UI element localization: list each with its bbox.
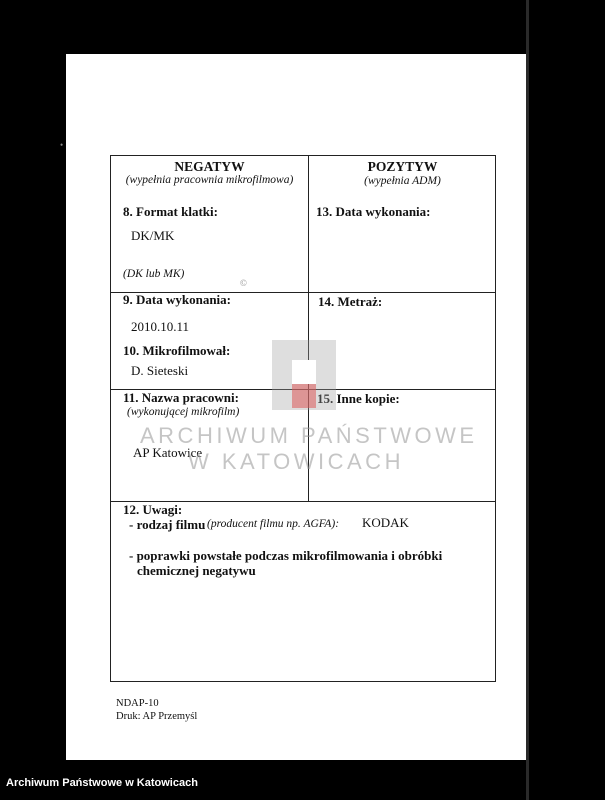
microfilmed-value: D. Sieteski: [131, 363, 189, 378]
microfilmed-label: 10. Mikrofilmował:: [123, 343, 231, 358]
corrections-line-2: chemicznej negatywu: [137, 563, 256, 578]
printer-note: Druk: AP Przemyśl: [116, 711, 198, 722]
archive-caption: Archiwum Państwowe w Katowicach: [6, 777, 198, 789]
copies-label: 15. Inne kopie:: [317, 391, 400, 406]
scan-speck: ©: [240, 278, 247, 288]
film-type-label: - rodzaj filmu: [129, 517, 206, 532]
form-code: NDAP-10: [116, 698, 159, 709]
format-value: DK/MK: [131, 228, 175, 243]
archive-logo-red-square: [292, 384, 316, 408]
format-label: 8. Format klatki:: [123, 204, 218, 219]
form-table: [110, 155, 496, 682]
watermark-line-2: W KATOWICACH: [188, 449, 404, 474]
positive-date-label: 13. Data wykonania:: [316, 204, 431, 219]
negatyw-title: NEGATYW: [174, 159, 245, 174]
pozytyw-title: POZYTYW: [367, 159, 438, 174]
page-fold-line: [526, 0, 529, 800]
film-type-value: KODAK: [362, 515, 409, 530]
format-hint: (DK lub MK): [123, 268, 185, 280]
corrections-line-1: - poprawki powstałe podczas mikrofilmowania i obróbki: [129, 548, 443, 563]
negative-date-label: 9. Data wykonania:: [123, 292, 231, 307]
watermark-line-1: ARCHIWUM PAŃSTWOWE: [140, 423, 478, 448]
workshop-value: AP Katowice: [133, 445, 203, 460]
scan-speck: •: [60, 140, 64, 150]
remarks-label: 12. Uwagi:: [123, 502, 183, 517]
pozytyw-subtitle: (wypełnia ADM): [364, 175, 441, 187]
negatyw-subtitle: (wypełnia pracownia mikrofilmowa): [125, 174, 294, 186]
archive-logo-white-square: [292, 360, 316, 384]
film-type-hint: (producent filmu np. AGFA):: [207, 518, 340, 530]
negative-date-value: 2010.10.11: [131, 319, 190, 334]
workshop-label: 11. Nazwa pracowni:: [123, 390, 239, 405]
length-label: 14. Metraż:: [318, 294, 383, 309]
workshop-hint: (wykonującej mikrofilm): [127, 406, 240, 418]
